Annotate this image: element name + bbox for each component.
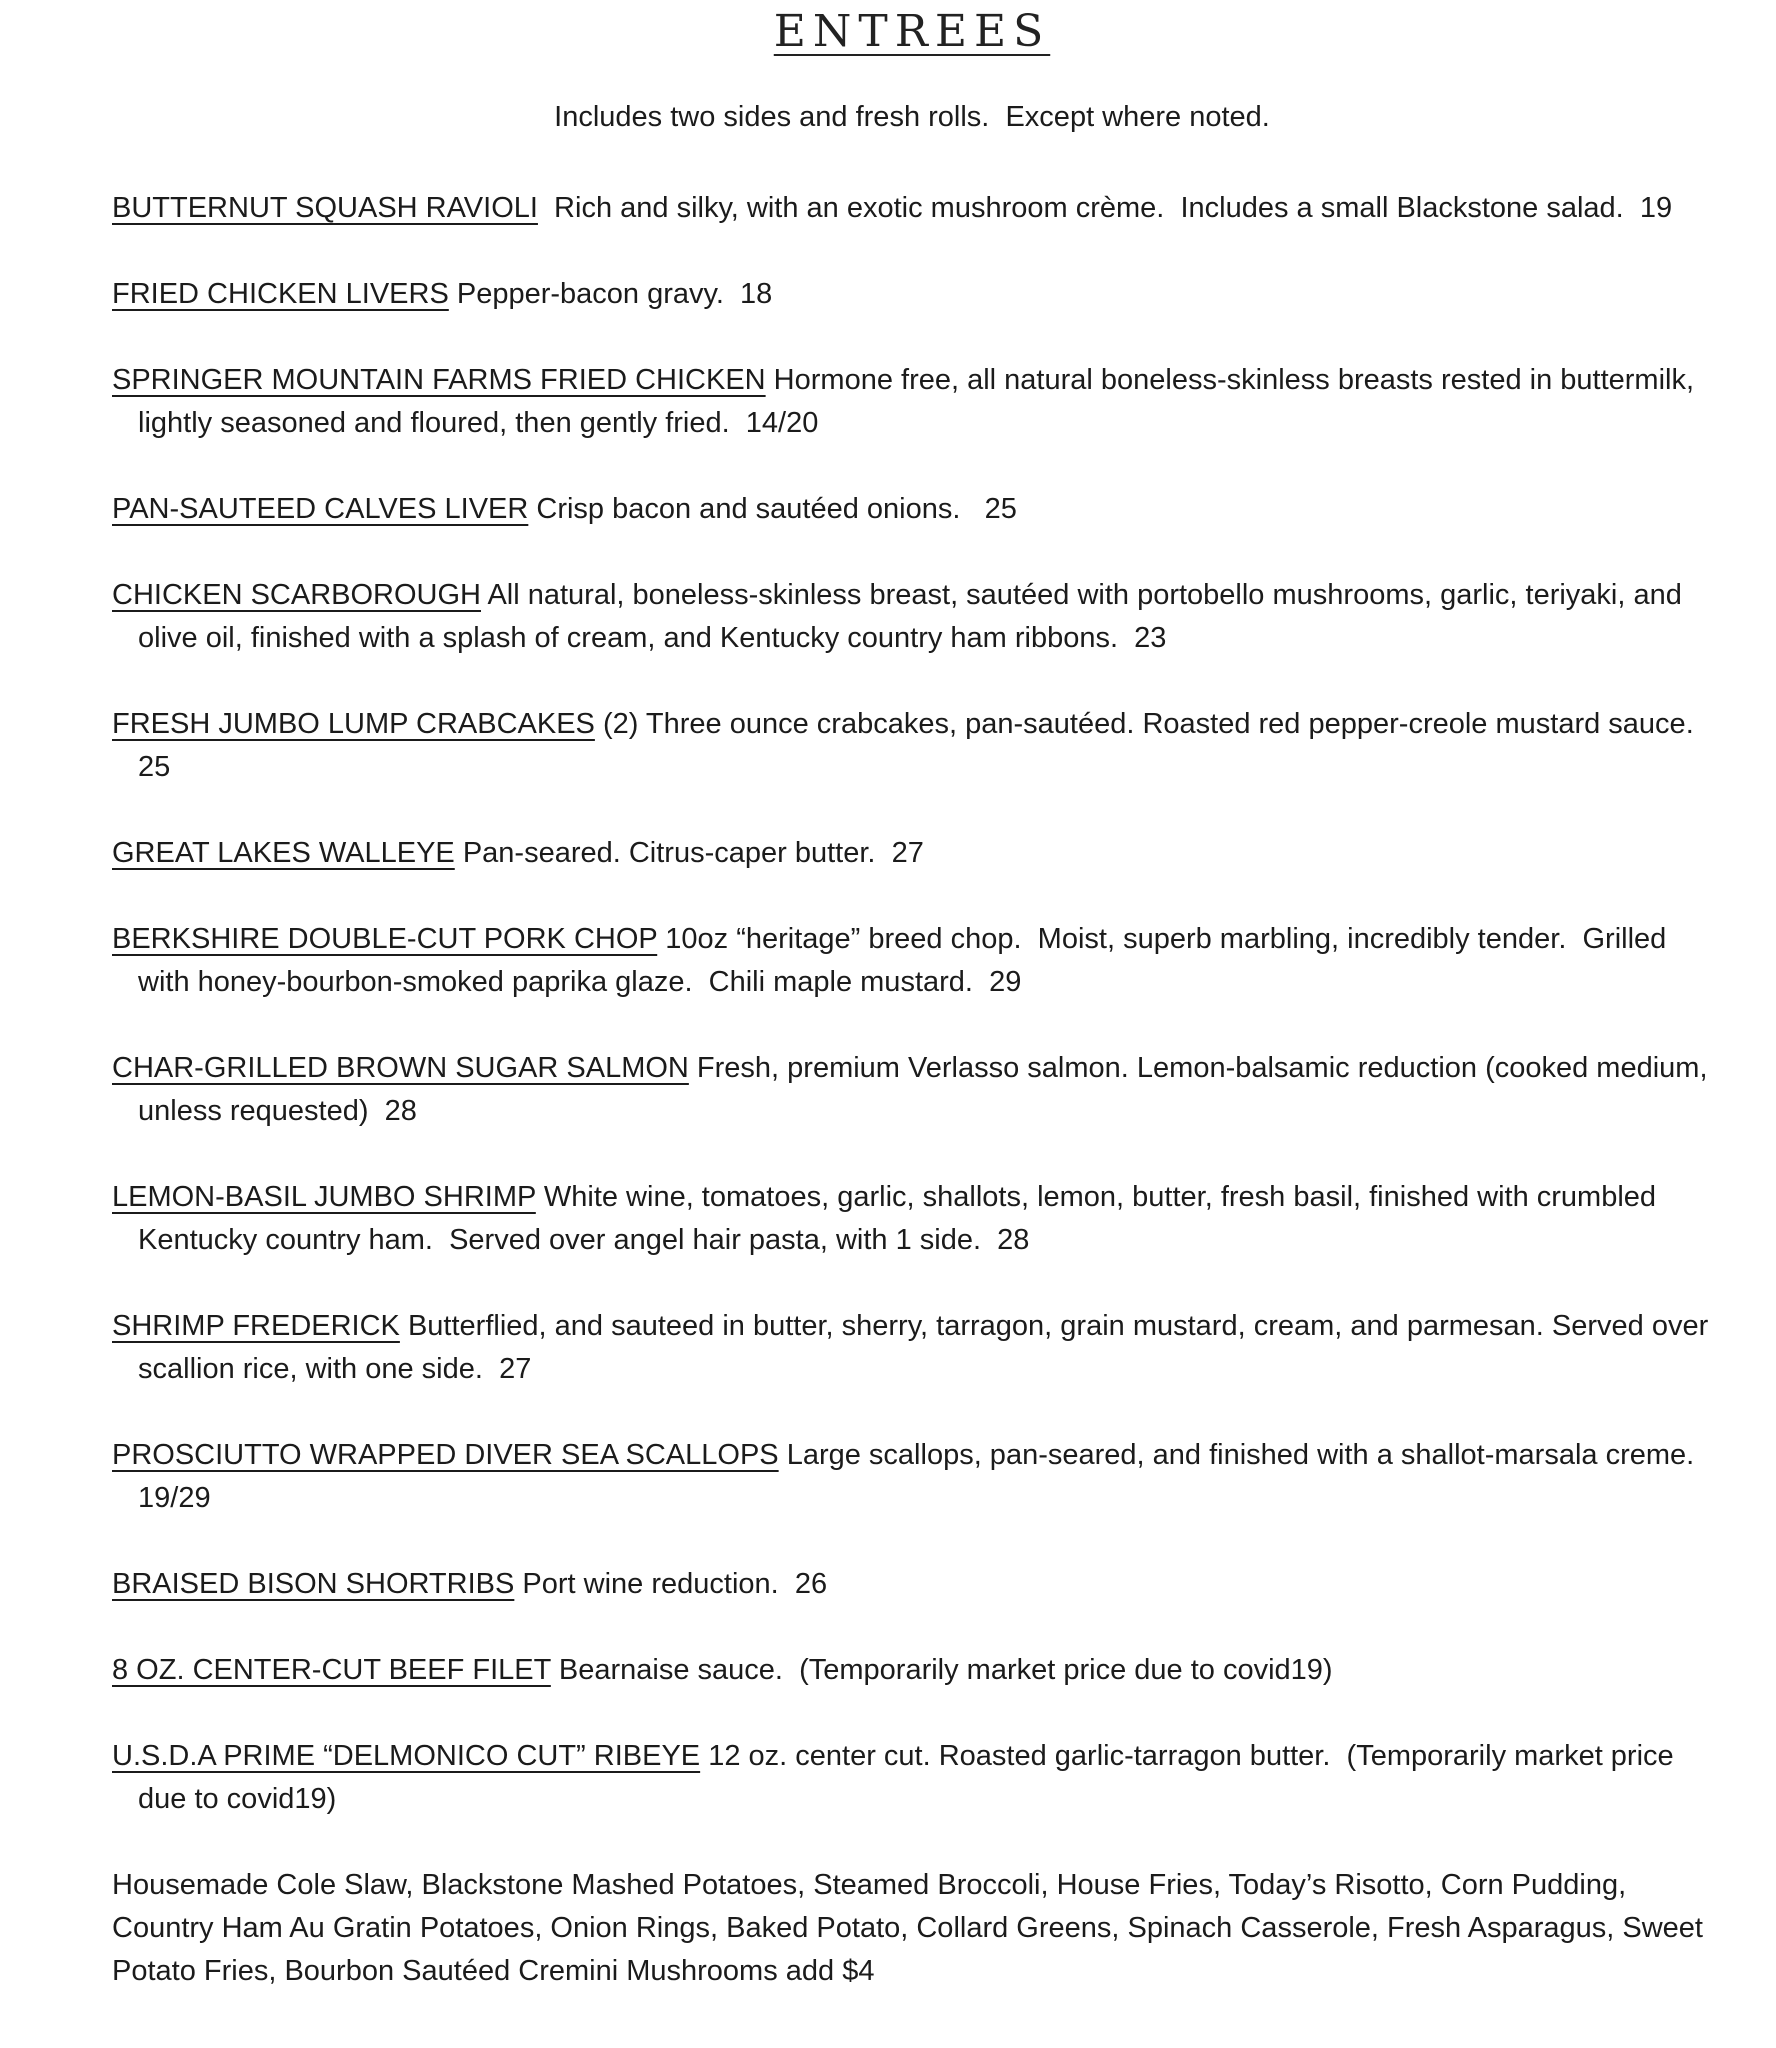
menu-item <box>112 1176 1712 1262</box>
item-name: SPRINGER MOUNTAIN FARMS FRIED CHICKEN <box>112 364 766 396</box>
menu-item <box>112 1047 1716 1133</box>
menu-item <box>112 273 1712 316</box>
item-price: 23 <box>1134 622 1167 654</box>
item-name: BUTTERNUT SQUASH RAVIOLI <box>112 192 538 224</box>
item-description: Hormone free, all natural boneless-skinless breasts rested in buttermilk, lightly seasoned and floured, then gently fried. <box>138 364 1703 439</box>
item-name: PAN-SAUTEED CALVES LIVER <box>112 493 529 525</box>
menu-item <box>112 359 1712 445</box>
item-name: U.S.D.A PRIME “DELMONICO CUT” RIBEYE <box>112 1740 701 1772</box>
item-name: FRIED CHICKEN LIVERS <box>112 278 449 310</box>
item-name: CHAR-GRILLED BROWN SUGAR SALMON <box>112 1052 689 1084</box>
item-name: PROSCIUTTO WRAPPED DIVER SEA SCALLOPS <box>112 1439 779 1471</box>
menu-item <box>112 1735 1712 1821</box>
item-description: Bearnaise sauce. (Temporarily market price due to covid19) <box>550 1654 1333 1686</box>
item-price: 29 <box>989 966 1022 998</box>
item-name: SHRIMP FREDERICK <box>112 1310 400 1342</box>
item-description: 12 oz. center cut. Roasted garlic-tarragon butter. (Temporarily market price due to covid19) <box>138 1740 1682 1815</box>
item-name: 8 OZ. CENTER-CUT BEEF FILET <box>112 1654 551 1686</box>
item-name: CHICKEN SCARBOROUGH <box>112 579 481 611</box>
menu-item <box>112 574 1712 660</box>
menu-item <box>112 703 1712 789</box>
menu-item <box>112 832 1712 875</box>
item-price: 25 <box>138 751 171 783</box>
menu-item <box>112 488 1712 531</box>
item-description: Fresh, premium Verlasso salmon. Lemon-balsamic reduction (cooked medium, unless requested) <box>138 1052 1716 1127</box>
menu-item <box>112 918 1712 1004</box>
item-price: 27 <box>499 1353 532 1385</box>
item-description: (2) Three ounce crabcakes, pan-sautéed. Roasted red pepper-creole mustard sauce. <box>594 708 1710 740</box>
item-price: 27 <box>891 837 924 869</box>
menu-item <box>112 1305 1717 1391</box>
item-description: Pepper-bacon gravy. <box>448 278 741 310</box>
menu-item <box>112 1434 1712 1520</box>
item-price: 19 <box>1639 192 1673 224</box>
item-description: Large scallops, pan-seared, and finished with a shallot-marsala creme. <box>778 1439 1711 1471</box>
item-name: FRESH JUMBO LUMP CRABCAKES <box>112 708 595 740</box>
item-description: 10oz “heritage” breed chop. Moist, superb marbling, incredibly tender. Grilled with honey-bourbon-smoked paprika glaze. Chili maple mustard. <box>138 923 1675 998</box>
page-title: ENTREES <box>773 6 1051 57</box>
item-name: LEMON-BASIL JUMBO SHRIMP <box>112 1181 536 1213</box>
item-price: 25 <box>984 493 1017 525</box>
item-description: Rich and silky, with an exotic mushroom crème. Includes a small Blackstone salad. <box>537 192 1640 224</box>
item-price: 28 <box>384 1095 417 1127</box>
sides-note: Housemade Cole Slaw, Blackstone Mashed Potatoes, Steamed Broccoli, House Fries, Today’s Risotto, Corn Pudding, Country Ham Au Gratin Potatoes, Onion Rings, Baked Potato, Collard Greens, Spinach Casserole, Fresh Asparagus, Sweet Potato Fries, Bourbon Sautéed Cremini Mushrooms add $4 <box>112 1869 1712 1987</box>
item-price: 18 <box>740 278 773 310</box>
item-price: 26 <box>794 1568 828 1600</box>
item-name: GREAT LAKES WALLEYE <box>112 837 455 869</box>
item-description: Crisp bacon and sautéed onions. <box>528 493 985 525</box>
item-description: Butterflied, and sauteed in butter, sherry, tarragon, grain mustard, cream, and parmesan. Served over scallion rice, with one side. <box>138 1310 1717 1385</box>
item-price: 14/20 <box>745 407 819 439</box>
item-description: White wine, tomatoes, garlic, shallots, lemon, butter, fresh basil, finished with crumbled Kentucky country ham. Served over angel hair pasta, with 1 side. <box>138 1181 1665 1256</box>
item-price: 28 <box>997 1224 1030 1256</box>
menu-subtitle: Includes two sides and fresh rolls. Except where noted. <box>554 101 1270 133</box>
item-name: BERKSHIRE DOUBLE-CUT PORK CHOP <box>112 923 658 955</box>
menu-item <box>112 187 1712 230</box>
menu-item <box>112 1563 1712 1606</box>
item-price: 19/29 <box>138 1482 211 1514</box>
item-description: Port wine reduction. <box>514 1568 795 1600</box>
item-description: All natural, boneless-skinless breast, sautéed with portobello mushrooms, garlic, teriyaki, and olive oil, finished with a splash of cream, and Kentucky country ham ribbons. <box>138 579 1690 654</box>
item-description: Pan-seared. Citrus-caper butter. <box>454 837 892 869</box>
menu-item <box>112 1649 1712 1692</box>
item-name: BRAISED BISON SHORTRIBS <box>112 1568 515 1600</box>
